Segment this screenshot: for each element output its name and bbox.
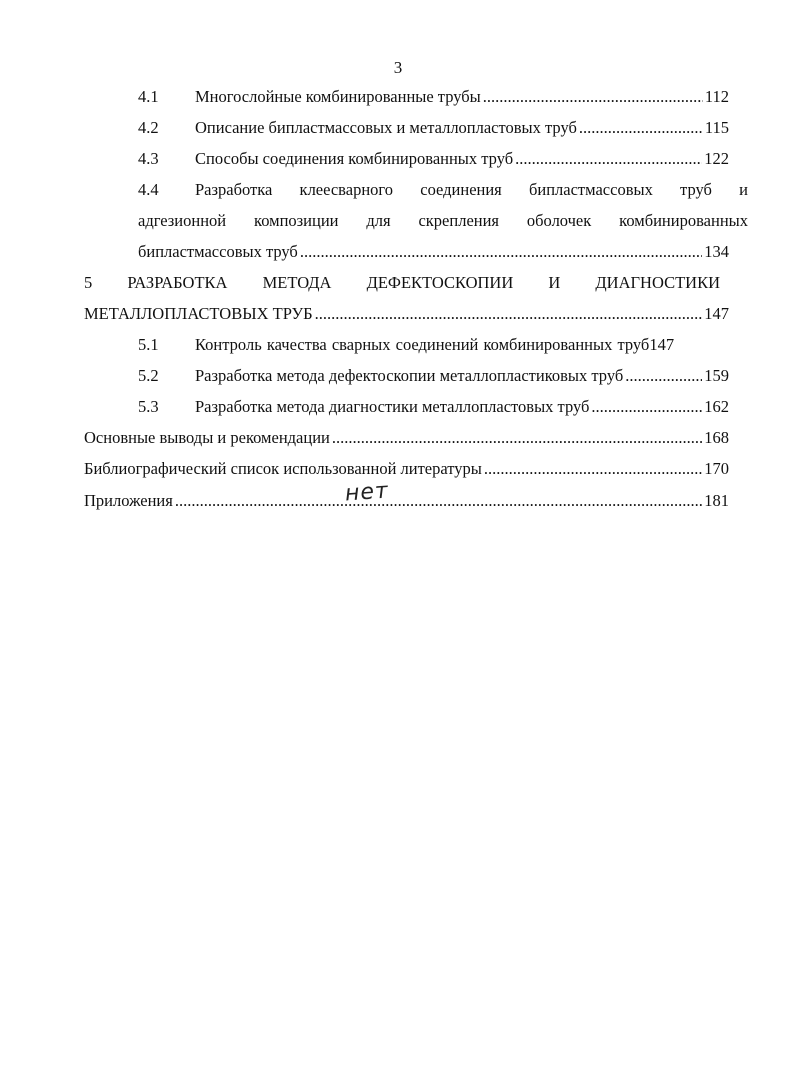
entry-title: Описание бипластмассовых и металлопластовых труб [195,118,577,137]
entry-page: 162 [704,397,729,416]
toc-bibliography [84,459,729,479]
entry-title: бипластмассовых труб [138,242,298,261]
dot-leader [579,118,703,138]
entry-title: Разработка метода дефектоскопии металлопластиковых труб [195,366,624,385]
toc-entry-4-3 [138,149,729,169]
entry-page: 147 [704,304,729,323]
entry-page: 122 [704,149,729,168]
entry-title: Приложения [84,491,173,510]
entry-number: 4.1 [138,87,159,106]
entry-number: 4.2 [138,118,159,137]
entry-4-4-line2: адгезионной композиции для скрепления оболочек комбинированных [138,211,748,230]
entry-page: 168 [704,428,729,447]
dot-leader [315,304,703,324]
entry-page: 115 [704,118,729,137]
entry-number: 5.3 [138,397,159,416]
handwritten-note: нет [344,478,390,507]
entry-page: 147 [649,335,675,354]
toc-entry-5-1-title [195,335,729,355]
entry-title: МЕТАЛЛОПЛАСТОВЫХ ТРУБ [84,304,313,323]
toc-entry-5-3 [138,397,729,417]
entry-page: 112 [704,87,729,106]
dot-leader [483,87,703,107]
dot-leader [300,242,702,262]
toc-entry-4-1 [138,87,729,107]
entry-number: 5.2 [138,366,159,385]
entry-4-4-line1: Разработка клеесварного соединения бипластмассовых труб и [195,180,748,199]
entry-title: Способы соединения комбинированных труб [195,149,514,168]
dot-leader [175,491,702,511]
toc-entry-5-2 [138,366,729,386]
dot-leader [332,428,702,448]
entry-number: 4.3 [138,149,159,168]
dot-leader [515,149,702,169]
dot-leader [484,459,702,479]
entry-page: 134 [704,242,729,261]
entry-page: 159 [704,366,729,385]
entry-page: 170 [704,459,729,478]
toc-conclusions [84,428,729,448]
toc-chapter-5 [84,304,729,324]
dot-leader [625,366,702,386]
entry-title: Основные выводы и рекомендации [84,428,330,447]
dot-leader [591,397,702,417]
entry-title: Разработка метода диагностики металлопластовых труб [195,397,590,416]
toc-entry-5-1 [138,335,159,355]
toc-appendices [84,491,729,511]
entry-number: 5.1 [138,335,159,354]
page-number: 3 [393,58,403,77]
entry-title: Многослойные комбинированные трубы [195,87,481,106]
entry-title: Контроль качества сварных соединений комбинированных труб [195,335,650,354]
toc-entry-4-2 [138,118,729,138]
chapter-5-title: 5 РАЗРАБОТКА МЕТОДА ДЕФЕКТОСКОПИИ И ДИАГНОСТИКИ [84,273,720,292]
entry-page: 181 [704,491,729,510]
toc-entry-4-4-last [138,242,729,262]
entry-number: 4.4 [138,180,159,199]
entry-title: Библиографический список использованной литературы [84,459,482,478]
